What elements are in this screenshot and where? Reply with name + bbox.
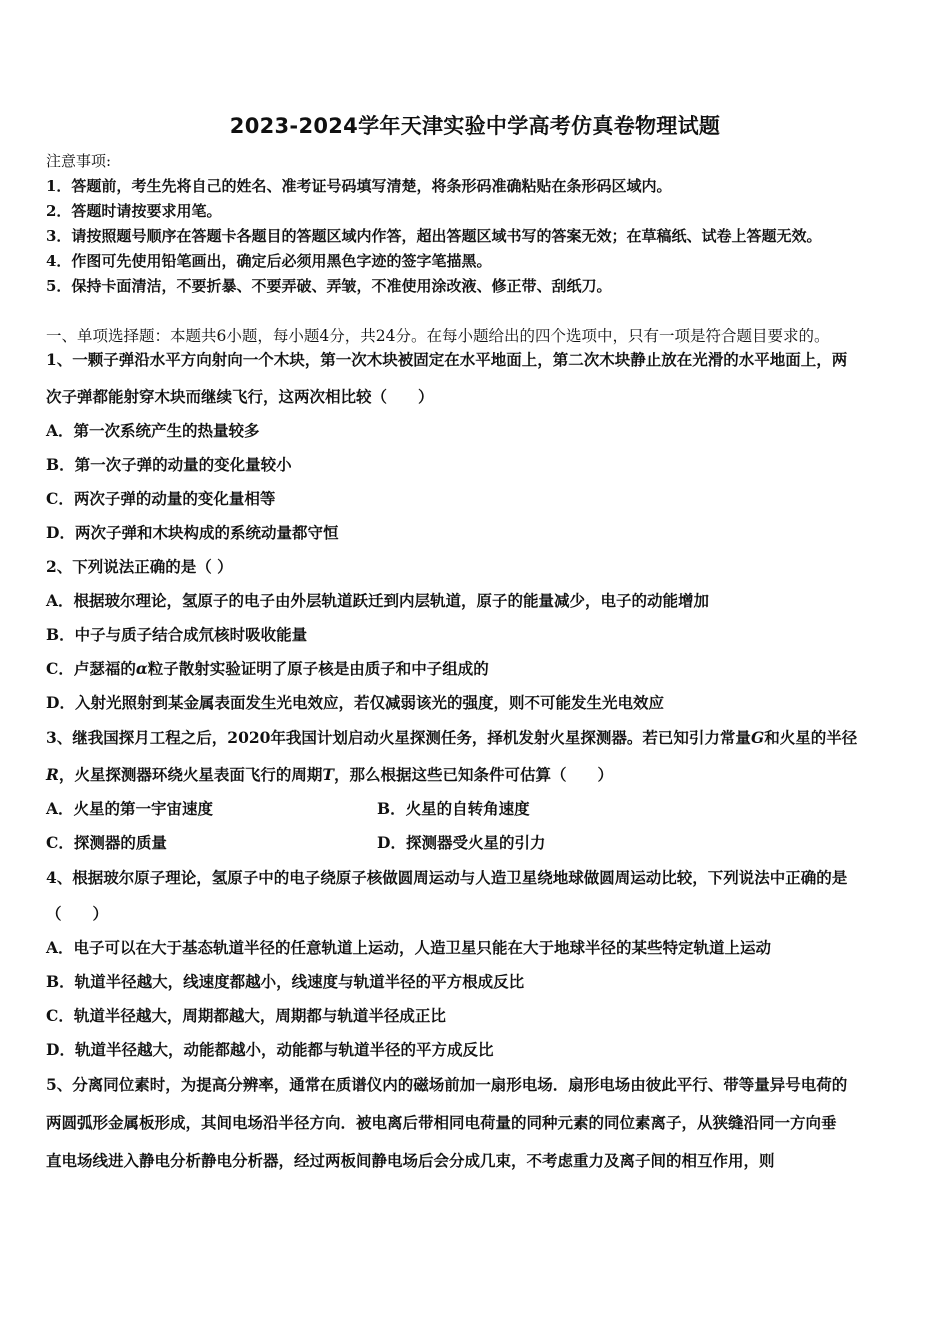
q3-option-a: A．火星的第一宇宙速度 bbox=[46, 799, 214, 818]
q1-stem-line1: 1、一颗子弹沿水平方向射向一个木块，第一次木块被固定在水平地面上，第二次木块静止放在光滑的水平地面上，两 bbox=[46, 350, 848, 369]
q4-option-a: A．电子可以在大于基态轨道半径的任意轨道上运动，人造卫星只能在大于地球半径的某些特定轨道上运动 bbox=[46, 938, 772, 957]
q3-stem-line2-mid: ，火星探测器环绕火星表面飞行的周期 bbox=[58, 765, 323, 784]
q3-stem-line1 bbox=[46, 728, 857, 748]
q4-stem-line2: （ ） bbox=[46, 904, 109, 923]
q1-stem-line2: 次子弹都能射穿木块而继续飞行，这两次相比较（ ） bbox=[46, 387, 434, 406]
q2-stem: 2、下列说法正确的是（ ） bbox=[46, 557, 233, 576]
q3-stem-line2-post: ，那么根据这些已知条件可估算（ ） bbox=[333, 765, 613, 784]
notice-item-2: 2．答题时请按要求用笔。 bbox=[46, 202, 222, 220]
q1-option-b: B．第一次子弹的动量的变化量较小 bbox=[46, 455, 292, 474]
q4-option-c: C．轨道半径越大，周期都越大，周期都与轨道半径成正比 bbox=[46, 1006, 446, 1025]
symbol-r: R bbox=[46, 765, 59, 784]
symbol-g: G bbox=[750, 728, 765, 747]
section-header: 一、单项选择题：本题共6小题，每小题4分，共24分。在每小题给出的四个选项中，只有一项是符合题目要求的。 bbox=[46, 327, 830, 345]
notice-heading: 注意事项: bbox=[46, 152, 112, 170]
exam-title: 2023-2024学年天津实验中学高考仿真卷物理试题 bbox=[229, 114, 721, 138]
q2-option-c-pre: C．卢瑟福的 bbox=[46, 659, 136, 678]
q3-stem-line1-pre: 3、继我国探月工程之后，2020年我国计划启动火星探测任务，择机发射火星探测器。若已知引力常量 bbox=[46, 728, 751, 747]
q1-option-d: D．两次子弹和木块构成的系统动量都守恒 bbox=[46, 523, 339, 542]
notice-item-5: 5．保持卡面清洁，不要折暴、不要弄破、弄皱，不准使用涂改液、修正带、刮纸刀。 bbox=[46, 277, 612, 295]
q4-option-b: B．轨道半径越大，线速度都越小，线速度与轨道半径的平方根成反比 bbox=[46, 972, 525, 991]
notice-item-4: 4．作图可先使用铅笔画出，确定后必须用黑色字迹的签字笔描黑。 bbox=[46, 252, 492, 270]
q3-option-c: C．探测器的质量 bbox=[46, 833, 167, 852]
q1-option-a: A．第一次系统产生的热量较多 bbox=[46, 421, 260, 440]
q1-option-c: C．两次子弹的动量的变化量相等 bbox=[46, 489, 276, 508]
notice-item-1: 1．答题前，考生先将自己的姓名、准考证号码填写清楚，将条形码准确粘贴在条形码区域内。 bbox=[46, 177, 672, 195]
q5-stem-line1: 5、分离同位素时，为提高分辨率，通常在质谱仪内的磁场前加一扇形电场．扇形电场由彼此平行、带等量异号电荷的 bbox=[46, 1075, 848, 1094]
q3-stem-line2 bbox=[46, 765, 613, 785]
q4-stem-line1: 4、根据玻尔原子理论，氢原子中的电子绕原子核做圆周运动与人造卫星绕地球做圆周运动比较，下列说法中正确的是 bbox=[46, 868, 848, 887]
q3-option-b: B．火星的自转角速度 bbox=[377, 799, 530, 818]
symbol-t: T bbox=[322, 765, 334, 784]
q5-stem-line3: 直电场线进入静电分析静电分析器，经过两板间静电场后会分成几束，不考虑重力及离子间的相互作用，则 bbox=[46, 1151, 775, 1170]
q2-option-c bbox=[46, 659, 489, 679]
notice-item-3: 3．请按照题号顺序在答题卡各题目的答题区域内作答，超出答题区域书写的答案无效；在草稿纸、试卷上答题无效。 bbox=[46, 227, 822, 245]
q3-stem-line1-post: 和火星的半径 bbox=[764, 728, 858, 747]
q2-option-c-post: 粒子散射实验证明了原子核是由质子和中子组成的 bbox=[147, 659, 489, 678]
q5-stem-line2: 两圆弧形金属板形成，其间电场沿半径方向．被电离后带相同电荷量的同种元素的同位素离子，从狭缝沿同一方向垂 bbox=[46, 1113, 837, 1132]
alpha-symbol: α bbox=[135, 659, 148, 678]
q3-option-d: D．探测器受火星的引力 bbox=[377, 833, 546, 852]
q2-option-d: D．入射光照射到某金属表面发生光电效应，若仅减弱该光的强度，则不可能发生光电效应 bbox=[46, 693, 664, 712]
q2-option-b: B．中子与质子结合成氘核时吸收能量 bbox=[46, 625, 308, 644]
q4-option-d: D．轨道半径越大，动能都越小，动能都与轨道半径的平方成反比 bbox=[46, 1040, 494, 1059]
q2-option-a: A．根据玻尔理论，氢原子的电子由外层轨道跃迁到内层轨道，原子的能量减少，电子的动能增加 bbox=[46, 591, 710, 610]
